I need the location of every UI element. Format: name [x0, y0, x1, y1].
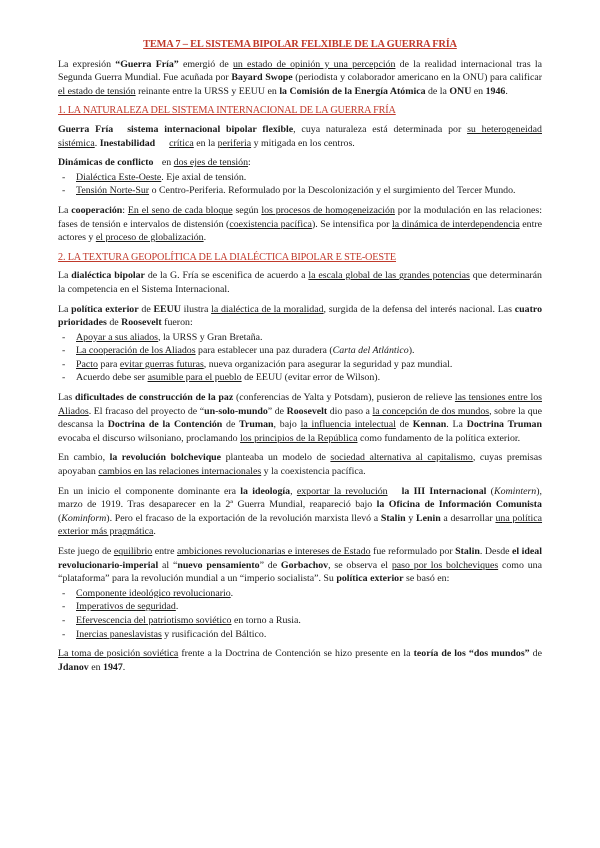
text: .: [122, 661, 126, 673]
text: o Centro-Periferia. Reformulado por la Descolonización y el surgimiento del Tercer Mundo.: [149, 185, 516, 197]
text: de: [395, 419, 413, 431]
text: (periodista y colaborador americano en la ONU) para calificar: [292, 72, 542, 84]
text: , nueva organización para asegurar la seguridad y paz mundial.: [203, 358, 453, 370]
paragraph: [58, 269, 542, 296]
text: , cuyas premisas apoyaban: [58, 452, 542, 478]
text: para establecer una paz duradera (: [195, 345, 333, 357]
underlined-text: Inercias paneslavistas: [76, 628, 162, 640]
paragraph: [58, 647, 542, 674]
paragraph: [58, 545, 542, 586]
italic-text: Carta del Atlántico: [332, 345, 409, 357]
text: La: [58, 303, 72, 315]
bold-term: ONU: [449, 85, 472, 97]
text: :: [122, 204, 128, 216]
text: se basó en:: [403, 573, 450, 585]
underlined-text: Apoyar a sus aliados: [76, 331, 158, 343]
bold-term: la Oficina de Información Comunista: [376, 499, 542, 511]
section-heading-2: 2. LA TEXTURA GEOPOLÍTICA DE LA DIALÉCTICA BIPOLAR E STE-OESTE: [58, 251, 397, 263]
text: :: [248, 157, 251, 169]
bold-term: Lenin: [415, 512, 441, 524]
text: y rusificación del Báltico.: [161, 628, 267, 640]
underlined-text: En el seno de cada bloque: [127, 204, 233, 216]
text: y: [405, 512, 416, 524]
text: de: [222, 419, 240, 431]
list-item: [58, 587, 542, 601]
bold-term: Roosevelt: [286, 405, 328, 417]
text: Acuerdo debe ser: [76, 372, 148, 384]
text: fue reformulado por: [370, 546, 456, 557]
bold-term: política exterior: [71, 303, 139, 315]
text: , sobre la que descansa la: [58, 405, 543, 431]
underlined-text: los procesos de homogeneización: [261, 204, 395, 216]
text: .: [203, 232, 207, 244]
text: según: [232, 204, 262, 216]
text: por la modulación en las relaciones: fases de tensión e intervalos de distensión (: [58, 204, 542, 230]
bold-term: Guerra Fría: [58, 123, 114, 135]
paragraph: [58, 204, 542, 245]
underlined-text: ambiciones revolucionarias e intereses de Estado: [176, 546, 371, 557]
bold-term: Doctrina de la Contención: [107, 419, 223, 431]
underlined-text: Tensión Norte-Sur: [76, 185, 150, 197]
bold-term: Stalin: [455, 546, 480, 557]
text: planteaba un modelo de: [221, 452, 331, 464]
list-item: [58, 171, 542, 185]
text: .: [230, 587, 234, 599]
text: . Desde: [479, 546, 513, 557]
text: .: [175, 601, 179, 613]
bold-term: Jdanov: [58, 661, 89, 673]
list-item: [58, 358, 542, 372]
text: ” de: [259, 559, 281, 571]
text: de EEUU (evitar error de Wilson).: [241, 372, 381, 384]
underlined-text: Componente ideológico revolucionario: [76, 587, 231, 599]
underlined-text: cambios en las relaciones internacionales: [98, 466, 262, 478]
underlined-text: asumible para el pueblo: [147, 372, 242, 384]
bullet-list: [58, 587, 542, 641]
underlined-text: la dialéctica de la moralidad: [211, 303, 324, 315]
bold-term: Roosevelt: [121, 317, 162, 329]
text: en torno a Rusia.: [231, 614, 301, 626]
text: , surgida de la defensa del interés nacional. Las: [323, 303, 515, 315]
bold-term: la revolución bolchevique: [109, 452, 222, 464]
list-item: [58, 371, 542, 385]
bold-term: nuevo pensamiento: [177, 559, 260, 571]
text: ilustra: [180, 303, 212, 315]
bold-term: teoría de los “dos mundos”: [413, 648, 530, 660]
intro-paragraph: [58, 58, 542, 99]
bold-term: Doctrina Truman: [466, 419, 542, 431]
text: reinante entre la URSS y EEUU en: [135, 85, 280, 97]
list-item: [58, 628, 542, 642]
bold-term: 1947: [103, 661, 123, 673]
list-item: [58, 184, 542, 198]
text: ” de: [267, 405, 287, 417]
bold-term: política exterior: [336, 573, 404, 585]
paragraph: [58, 156, 542, 170]
underlined-text: Efervescencia del patriotismo soviético: [76, 614, 232, 626]
text: frente a la Doctrina de Contención se hizo presente en la: [178, 648, 414, 660]
bold-term: 1946: [485, 85, 506, 97]
underlined-text: dos ejes de tensión: [173, 157, 249, 169]
text: ). Se intensifica por: [311, 218, 393, 230]
paragraph: [58, 485, 542, 539]
underlined-text: evitar guerras futuras: [119, 358, 204, 370]
bullet-list: [58, 171, 542, 198]
bullet-list: [58, 331, 542, 385]
text: , bajo: [273, 419, 301, 431]
text: .: [505, 85, 508, 97]
text: ,: [290, 485, 297, 497]
bold-term: Dinámicas de conflicto: [58, 157, 154, 169]
text: entre actores y: [58, 218, 542, 244]
bold-term: Bayard Swope: [231, 72, 293, 84]
bold-term: Gorbachov: [280, 559, 329, 571]
text: de: [106, 317, 122, 329]
text: ).: [408, 345, 415, 357]
text: . El fracaso del proyecto de “: [88, 405, 205, 417]
underlined-text: la dinámica de interdependencia: [392, 218, 520, 230]
document-title: TEMA 7 – EL SISTEMA BIPOLAR FELXIBLE DE LA GUERRA FRÍA: [143, 39, 457, 50]
document-page: [58, 38, 542, 680]
underlined-text: las tensiones entre los Aliados: [58, 392, 542, 417]
text: . La: [446, 419, 467, 431]
text: evocaba el discurso wilsoniano, proclamando: [58, 432, 241, 444]
list-item: [58, 331, 542, 345]
underlined-text: su heterogeneidad sistémica: [58, 123, 542, 149]
italic-text: Kominform: [61, 512, 107, 524]
text: en la: [193, 137, 218, 149]
text: de la G. Fría se escenifica de acuerdo a: [144, 270, 309, 282]
text: .: [94, 137, 100, 149]
list-item: [58, 344, 542, 358]
text: . Eje axial de tensión.: [161, 171, 247, 183]
text: (conferencias de Yalta y Potsdam), pusieron de relieve: [233, 392, 455, 404]
text: que determinarán la competencia en el Sistema Internacional.: [58, 270, 542, 295]
bold-term: la III Internacional: [401, 485, 487, 497]
underlined-text: coexistencia pacífica: [229, 218, 312, 230]
bold-term: Kennan: [412, 419, 447, 431]
underlined-text: sociedad alternativa al capitalismo: [330, 452, 473, 464]
text: de: [138, 303, 154, 315]
bold-term: sistema internacional bipolar flexible: [127, 123, 294, 135]
bold-term: EEUU: [153, 303, 181, 315]
text: como fundamento de la política exterior.: [357, 432, 521, 444]
text: En cambio,: [58, 452, 110, 464]
bold-term: cooperación: [71, 204, 123, 216]
bold-term: el ideal revolucionario-imperial: [58, 546, 542, 571]
text: como una “plataforma” para la revolución mundial a un “imperio socialista”. Su: [58, 559, 542, 585]
bold-term: la Comisión de la Energía Atómica: [279, 85, 426, 97]
text: En un inicio el componente dominante era: [58, 485, 241, 497]
bold-term: un-solo-mundo: [204, 405, 268, 417]
underlined-text: el estado de tensión: [58, 85, 136, 97]
text: ), marzo de 1919. Tras desaparecer en la 2ª Guerra Mundial, reapareció bajo: [58, 485, 542, 511]
underlined-text: un estado de opinión y una percepción: [232, 58, 396, 70]
text: Este juego de: [58, 546, 114, 557]
underlined-text: periferia: [217, 137, 252, 149]
text: entre: [152, 546, 177, 557]
bold-term: Stalin: [380, 512, 406, 524]
text: a desarrollar: [440, 512, 496, 524]
text: para: [97, 358, 120, 370]
text: dio paso a: [327, 405, 373, 417]
text: ). Pero el fracaso de la exportación de la revolución marxista llevó a: [106, 512, 381, 524]
underlined-text: La cooperación de los Aliados: [76, 345, 196, 357]
paragraph: [58, 451, 542, 478]
text: al “: [158, 559, 178, 571]
text: , la URSS y Gran Bretaña.: [158, 331, 263, 343]
bold-term: dificultades de construcción de la paz: [74, 392, 234, 404]
underlined-text: el proceso de globalización: [95, 232, 204, 244]
text: de: [529, 648, 542, 660]
bold-term: cuatro prioridades: [58, 303, 543, 329]
italic-text: Komintern: [493, 485, 537, 497]
text: en: [88, 661, 103, 673]
list-item: [58, 614, 542, 628]
bold-term: “Guerra Fría”: [115, 58, 179, 70]
bold-term: Truman: [239, 419, 274, 431]
underlined-text: la concepción de dos mundos: [372, 405, 490, 417]
underlined-text: paso por los bolcheviques: [391, 559, 499, 571]
text: La: [58, 204, 72, 216]
text: de la realidad internacional tras la Segunda Guerra Mundial. Fue acuñada por: [58, 58, 543, 84]
text: La: [58, 270, 72, 282]
paragraph: [58, 123, 542, 150]
paragraph: [58, 391, 542, 445]
bold-term: Inestabilidad: [99, 137, 156, 149]
underlined-text: crítica: [169, 137, 194, 149]
underlined-text: equilibrio: [113, 546, 153, 557]
underlined-text: la influencia intelectual: [300, 419, 396, 431]
section-heading-1: 1. LA NATURALEZA DEL SISTEMA INTERNACIONAL DE LA GUERRA FRÍA: [58, 105, 396, 117]
text: Las: [58, 392, 75, 404]
bold-term: la ideología: [240, 485, 291, 497]
text: de la: [425, 85, 450, 97]
text: (: [486, 485, 494, 497]
text: , se observa el: [328, 559, 392, 571]
underlined-text: Dialéctica Este-Oeste: [76, 171, 162, 183]
text: (: [58, 512, 62, 524]
text: y mitigada en los centros.: [251, 137, 355, 149]
text: fueron:: [161, 317, 193, 329]
text: y la coexistencia pacífica.: [261, 466, 366, 478]
text: , cuya naturaleza está determinada por: [293, 123, 468, 135]
underlined-text: los principios de la República: [240, 432, 358, 444]
text: emergió de: [178, 58, 233, 70]
text: en: [471, 85, 486, 97]
text: La expresión: [58, 58, 116, 70]
paragraph: [58, 303, 542, 330]
underlined-text: una política exterior más pragmática: [58, 512, 543, 538]
underlined-text: exportar la revolución: [296, 485, 388, 497]
underlined-text: La toma de posición soviética: [58, 648, 179, 660]
underlined-text: Pacto: [76, 358, 98, 370]
text: en: [159, 157, 174, 169]
list-item: [58, 600, 542, 614]
bold-term: dialéctica bipolar: [71, 270, 145, 282]
underlined-text: Imperativos de seguridad: [76, 601, 176, 613]
text: .: [153, 526, 156, 538]
underlined-text: la escala global de las grandes potencias: [308, 270, 470, 282]
